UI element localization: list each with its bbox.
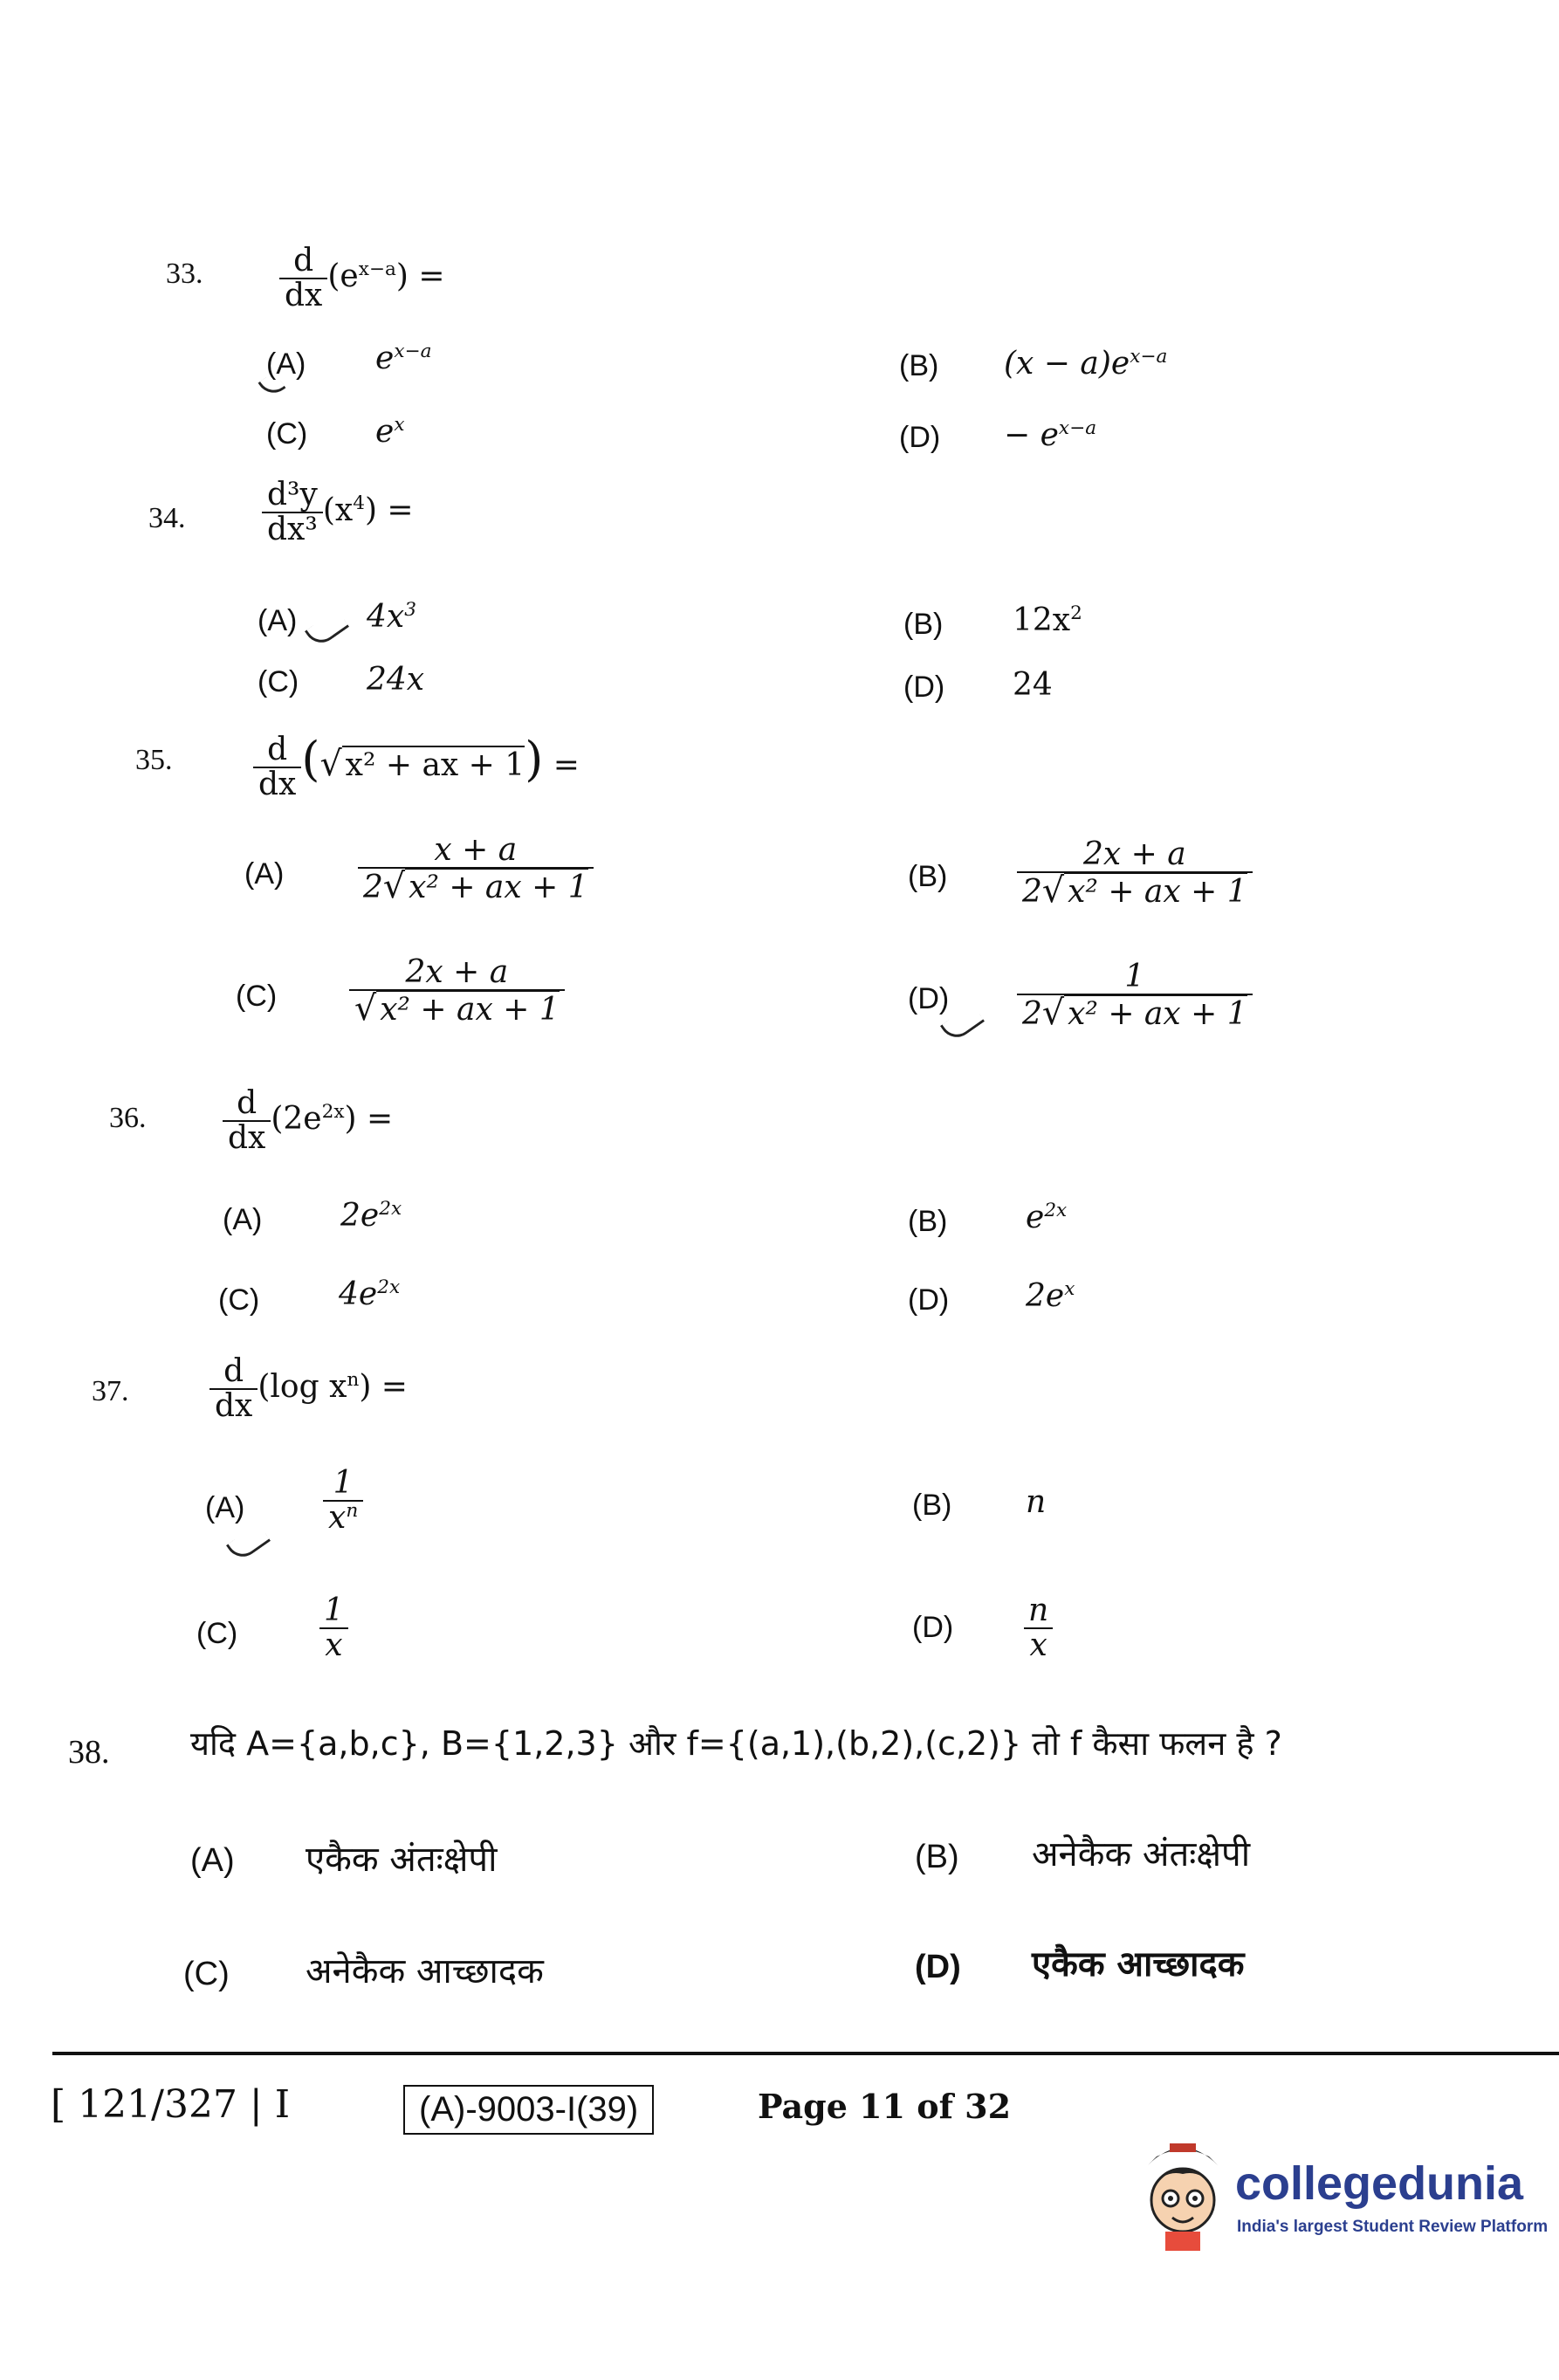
option-value: $\frac{1}{\text{2√ x² + ax + 1}}$ <box>1017 960 1253 1031</box>
option-value: $\frac{2x + a}{\text{2√ x² + ax + 1}}$ <box>1017 838 1253 909</box>
option-value: − $e^{x-a}$ <box>1004 417 1097 453</box>
option-value: एकैक आच्छादक <box>1032 1944 1245 1984</box>
option-label: (B) <box>908 860 948 893</box>
option-value: 24x <box>367 662 425 698</box>
option-value: $2e^x$ <box>1026 1278 1075 1314</box>
option-label: (C) <box>218 1283 260 1317</box>
option-value: $\frac{1}{x^n}$ <box>323 1467 363 1535</box>
option-value: n <box>1026 1484 1047 1520</box>
question-number: 33. <box>166 258 203 290</box>
option-value: 24 <box>1013 667 1053 703</box>
option-label: (D) <box>903 671 945 704</box>
option-label: (A) <box>223 1203 263 1236</box>
derivative-operator: $\frac{d}{dx}$ <box>279 244 327 313</box>
question-number: 36. <box>109 1102 147 1134</box>
option-value: $\frac{n}{x}$ <box>1023 1594 1054 1662</box>
option-label: (D) <box>915 1949 961 1985</box>
booklet-code-box: (A)-9003-I(39) <box>403 2085 654 2135</box>
option-label: (A) <box>258 604 298 637</box>
footer-code: [ 121/327 | I <box>51 2082 291 2127</box>
third-derivative-operator: $\frac{\text{d³y}}{\text{dx³}}$ <box>262 478 323 547</box>
question-stem: यदि A={a,b,c}, B={1,2,3} और f={(a,1),(b,2),(c,2)} तो f कैसा फलन है ? <box>190 1724 1282 1763</box>
question-number: 35. <box>135 744 173 776</box>
stem-exponent: x−a <box>358 258 396 280</box>
option-value: $\frac{x + a}{\text{2√ x² + ax + 1}}$ <box>358 834 594 905</box>
option-value: अनेकैक आच्छादक <box>306 1951 544 1991</box>
option-label: (D) <box>912 1611 954 1644</box>
option-label: (C) <box>266 417 308 451</box>
option-label: (B) <box>903 608 944 641</box>
question-stem: $\frac{d}{dx}$ $(2e^{2x})$ = <box>223 1087 393 1155</box>
option-value: $e^x$ <box>375 414 405 450</box>
logo-name: collegedunia <box>1235 2157 1524 2210</box>
option-label: (C) <box>236 980 278 1013</box>
question-stem <box>279 244 445 313</box>
option-label: (A) <box>190 1842 235 1879</box>
stem-exponent: 4 <box>353 492 365 514</box>
option-value: $12x^2$ <box>1013 602 1082 638</box>
option-value: $(x - a)e^{x-a}$ <box>1004 346 1168 382</box>
option-value: $\frac{1}{x}$ <box>319 1594 349 1662</box>
option-label: (B) <box>908 1205 948 1238</box>
stem-suffix: ) = <box>364 492 414 528</box>
option-label: (A) <box>205 1491 245 1524</box>
option-value: $4x^3$ <box>367 599 416 635</box>
mascot-face-icon <box>1139 2139 1226 2253</box>
option-label: (A) <box>244 857 285 891</box>
question-stem: $\frac{d}{dx}$ (log $x^n$) = <box>209 1355 408 1423</box>
tick-mark <box>305 609 349 649</box>
collegedunia-logo <box>1139 2122 1549 2279</box>
option-label: (B) <box>899 349 939 382</box>
option-label: (D) <box>908 982 950 1015</box>
question-stem <box>262 478 414 547</box>
option-value: $e^{x-a}$ <box>375 340 432 376</box>
option-label: (B) <box>915 1839 959 1875</box>
page-number: Page 11 of 32 <box>758 2087 1012 2126</box>
footer-rule <box>52 2052 1559 2055</box>
question-number: 37. <box>92 1375 129 1407</box>
option-label: (C) <box>258 665 299 698</box>
option-label: (C) <box>196 1617 238 1650</box>
option-label: (B) <box>912 1489 952 1522</box>
option-value: अनेकैक अंतःक्षेपी <box>1032 1834 1251 1874</box>
option-value: $4e^{2x}$ <box>339 1276 401 1312</box>
stem-body: (e <box>327 258 359 294</box>
question-number: 38. <box>68 1734 110 1771</box>
option-label: (D) <box>908 1283 950 1317</box>
option-label: (A) <box>266 347 306 381</box>
option-value: $2e^{2x}$ <box>340 1198 402 1234</box>
question-number: 34. <box>148 502 186 534</box>
option-value: एकैक अंतःक्षेपी <box>306 1840 498 1880</box>
radicand: x² + ax + 1 <box>342 746 525 783</box>
option-label: (D) <box>899 421 941 454</box>
question-stem: $\frac{d}{dx}$ (√ x² + ax + 1) = <box>253 732 580 801</box>
stem-suffix: ) = <box>395 258 445 294</box>
option-value: $e^{2x}$ <box>1026 1200 1068 1235</box>
tick-mark <box>226 1523 271 1563</box>
option-label: (C) <box>183 1956 230 1992</box>
logo-tagline: India's largest Student Review Platform <box>1237 2218 1549 2236</box>
option-value: $\frac{2x + a}{\text{√ x² + ax + 1}}$ <box>349 956 565 1027</box>
stem-body: (x <box>322 492 354 528</box>
